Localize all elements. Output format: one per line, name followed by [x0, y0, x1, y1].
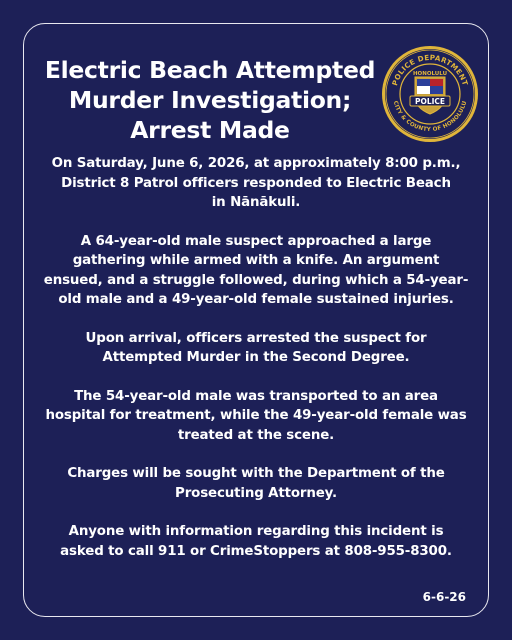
text-line: old male and a 49-year-old female sustained injuries.	[58, 292, 454, 307]
paragraph-contact	[36, 522, 476, 561]
post-date: 6-6-26	[422, 590, 466, 604]
headline	[30, 55, 390, 145]
text-line: Anyone with information regarding this incident is	[68, 524, 444, 539]
text-line: ensued, and a struggle followed, during which a 54-year-	[43, 272, 469, 288]
headline-line-3: Arrest Made	[130, 116, 290, 144]
paragraph-arrest	[36, 329, 476, 368]
paragraph-victims	[36, 387, 476, 446]
seal-bottom-text: CITY & COUNTY OF HONOLULU	[391, 100, 469, 134]
announcement-body	[36, 154, 476, 580]
paragraph-charges	[36, 464, 476, 503]
text-line: Upon arrival, officers arrested the suspect for	[85, 330, 427, 346]
headline-line-1: Electric Beach Attempted	[44, 56, 376, 84]
text-line: treated at the scene.	[177, 427, 335, 443]
text-line: A 64-year-old male suspect approached a large	[80, 233, 432, 249]
text-line: in Nānākuli.	[211, 195, 301, 210]
police-seal-logo	[380, 44, 480, 144]
text-line: asked to call 911 or CrimeStoppers at 808-955-8300.	[60, 543, 452, 559]
seal-badge-text: POLICE	[414, 97, 446, 106]
paragraph-suspect	[36, 232, 476, 310]
text-line: Prosecuting Attorney.	[175, 485, 337, 501]
text-line: The 54-year-old male was transported to an area	[74, 388, 438, 404]
text-line: On Saturday, June 6, 2026, at approximately 8:00 p.m.,	[51, 156, 461, 171]
seal-top-text: POLICE DEPARTMENT	[390, 52, 470, 87]
seal-city-text: HONOLULU	[412, 71, 448, 77]
text-line: District 8 Patrol officers responded to Electric Beach	[61, 175, 451, 191]
headline-line-2: Murder Investigation;	[68, 86, 352, 114]
text-line: gathering while armed with a knife. An argument	[72, 253, 440, 268]
text-line: Charges will be sought with the Department of the	[67, 466, 445, 481]
paragraph-incident	[36, 154, 476, 213]
text-line: hospital for treatment, while the 49-year-old female was	[45, 408, 467, 423]
text-line: Attempted Murder in the Second Degree.	[102, 350, 410, 365]
